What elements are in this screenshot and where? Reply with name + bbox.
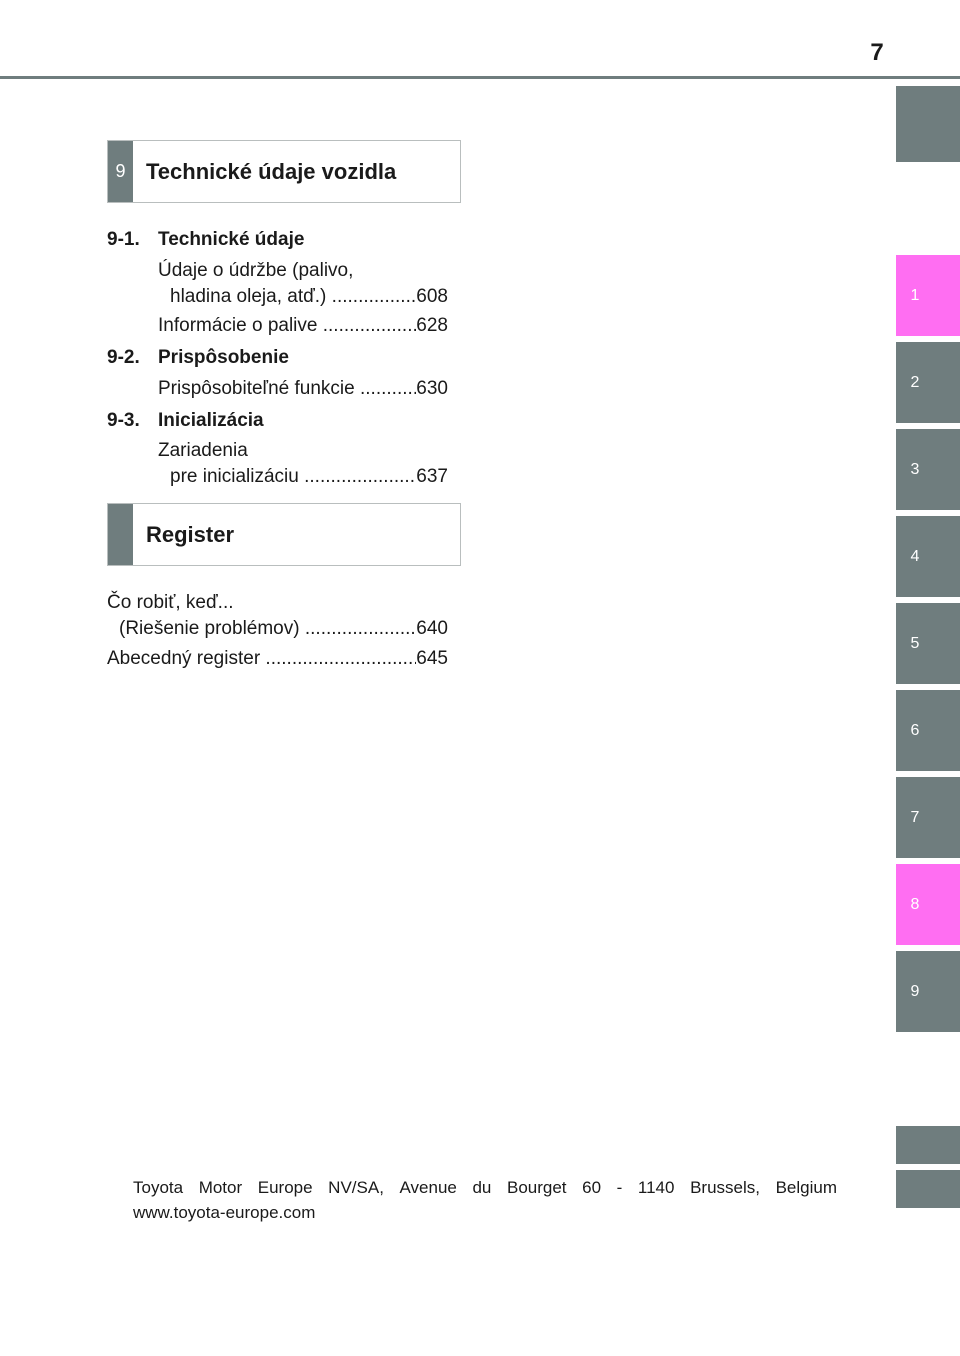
tab-chapter-8[interactable] (896, 864, 960, 945)
toc-entry-line1: Zariadenia (158, 440, 248, 461)
tab-label: 9 (910, 982, 920, 1000)
tab-chapter-1[interactable] (896, 255, 960, 336)
subsection-9-2-title: Prispôsobenie (158, 347, 289, 368)
toc-entry-text: hladina oleja, atď.) ..... (170, 285, 416, 309)
footer-website[interactable]: www.toyota-europe.com (133, 1203, 316, 1222)
footer-address-word: Bourget (506, 1178, 567, 1197)
tab-chapter-4[interactable] (896, 516, 960, 597)
footer-address-word: - (616, 1178, 623, 1197)
tab-label: 5 (910, 634, 920, 652)
tab-label: 4 (910, 547, 920, 565)
toc-entry-line2 (158, 285, 448, 309)
toc-entry-maintenance-data[interactable] (158, 259, 448, 309)
footer-address-word: Belgium (775, 1178, 837, 1197)
tab-label: 7 (910, 808, 920, 826)
section-title: Register (146, 521, 235, 547)
tab-chapter-5[interactable] (896, 603, 960, 684)
tab-top[interactable] (896, 86, 960, 162)
toc-entry-alphabetical-index[interactable] (107, 647, 448, 671)
tab-label: 3 (910, 460, 920, 478)
tab-index-1[interactable] (896, 1126, 960, 1164)
tab-chapter-2[interactable] (896, 342, 960, 423)
toc-entry-page: 630 (416, 378, 448, 399)
footer-address-word: NV/SA, (328, 1178, 384, 1197)
footer-address-word: Europe (257, 1178, 313, 1197)
page-number: 7 (870, 39, 884, 66)
tab-label: 2 (910, 373, 920, 391)
footer-address (133, 1175, 837, 1200)
toc-entry-troubleshooting[interactable] (107, 591, 448, 641)
section-title: Technické údaje vozidla (146, 158, 397, 184)
toc-entry-fuel-info[interactable] (158, 314, 448, 338)
toc-entry-page: 640 (416, 618, 448, 639)
subsection-9-1-title: Technické údaje (158, 229, 305, 250)
footer-address-word: Toyota (133, 1178, 184, 1197)
toc-entry-line2 (158, 465, 448, 489)
subsection-9-3-heading: 9-3. (107, 410, 140, 431)
toc-entry-text: (Riešenie problémov) ..... (119, 617, 416, 641)
toc-entry-page: 608 (416, 286, 448, 307)
toc-entry-text: Abecedný register ..... (107, 647, 416, 671)
subsection-9-3-title: Inicializácia (158, 410, 264, 431)
register-header (107, 503, 461, 566)
footer-address-word: 60 (582, 1178, 602, 1197)
footer-address-word: Brussels, (690, 1178, 760, 1197)
toc-entry-page: 637 (416, 466, 448, 487)
toc-entry-text: pre inicializáciu ..... (170, 465, 416, 489)
footer-address-word: Motor (198, 1178, 243, 1197)
toc-entry-page: 628 (416, 315, 448, 336)
tab-label: 1 (910, 286, 920, 304)
toc-entry-custom-features[interactable] (158, 377, 448, 401)
toc-entry-text: Prispôsobiteľné funkcie ..... (158, 377, 416, 401)
tab-label: 8 (910, 895, 920, 913)
footer (133, 1175, 837, 1225)
tab-label: 6 (910, 721, 920, 739)
footer-address-word: du (472, 1178, 492, 1197)
tab-index-2[interactable] (896, 1170, 960, 1208)
tab-chapter-6[interactable] (896, 690, 960, 771)
tab-chapter-7[interactable] (896, 777, 960, 858)
footer-address-word: Avenue (399, 1178, 457, 1197)
toc-entry-text: Informácie o palive ..... (158, 314, 416, 338)
subsection-9-2-heading: 9-2. (107, 347, 140, 368)
tab-chapter-9[interactable] (896, 951, 960, 1032)
footer-address-word: 1140 (637, 1178, 675, 1197)
subsection-code: 9-1. (107, 229, 140, 250)
section-9-header (107, 140, 461, 203)
section-number-bar (108, 504, 133, 565)
toc-entry-line2 (107, 617, 448, 641)
top-rule (0, 76, 960, 79)
toc-entry-initialization[interactable] (158, 439, 448, 489)
toc-entry-line1: Čo robiť, keď... (107, 592, 234, 613)
toc-entry-page: 645 (416, 648, 448, 669)
section-number-bar: 9 (108, 141, 133, 202)
tab-chapter-3[interactable] (896, 429, 960, 510)
subsection-9-1-heading (107, 228, 140, 252)
toc-entry-line1: Údaje o údržbe (palivo, (158, 260, 354, 281)
